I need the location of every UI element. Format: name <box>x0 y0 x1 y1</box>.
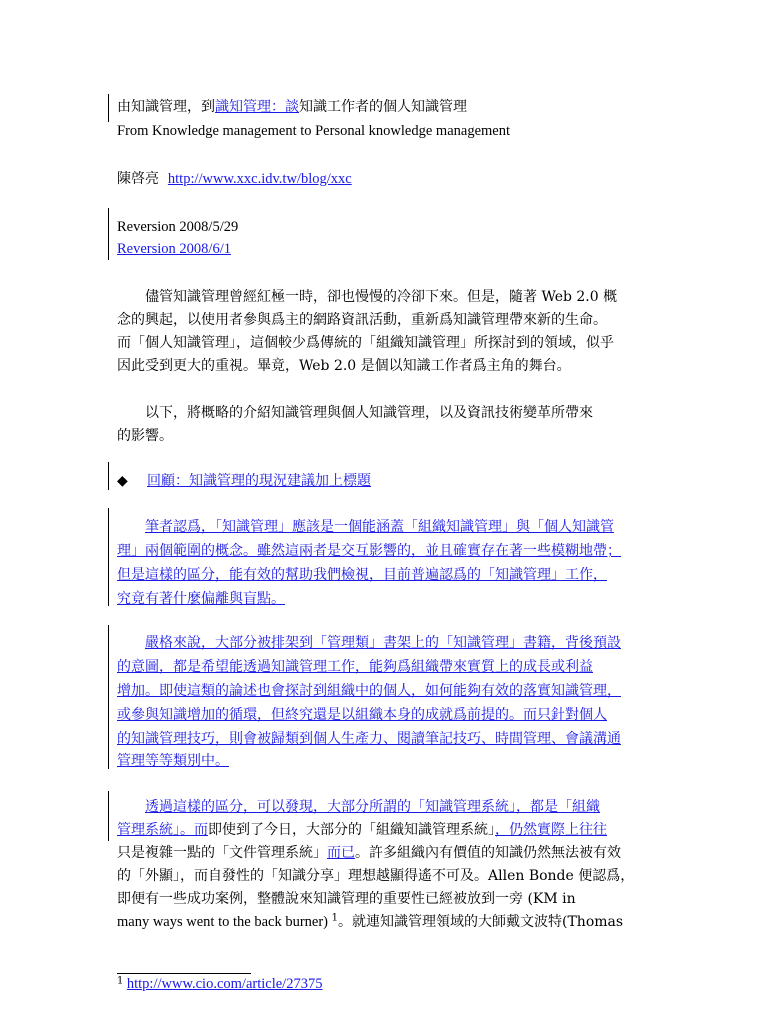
paragraph-line: 只是複雜一點的「文件管理系統」而已。許多組織內有價值的知識仍然無法被有效 <box>117 845 621 861</box>
author-blog-link[interactable]: http://www.xxc.idv.tw/blog/xxc <box>167 171 352 187</box>
change-bar <box>108 94 109 122</box>
diamond-bullet-icon: ◆ <box>117 473 128 489</box>
title-prefix: 由知識管理，到 <box>117 99 215 115</box>
footnote-number: 1 <box>117 975 124 987</box>
footnote-link[interactable]: http://www.cio.com/article/27375 <box>126 976 323 992</box>
paragraph-line: 的「外顯」，而自發性的「知識分享」理想越顯得遙不可及。Allen Bonde 便認爲， <box>117 868 635 884</box>
paragraph-line: 儘管知識管理曾經紅極一時，卻也慢慢的冷卻下來。但是，隨著 Web 2.0 概 <box>145 289 618 305</box>
section-heading <box>117 472 371 490</box>
author-line <box>117 170 352 188</box>
paragraph-line: 念的興起，以使用者參與爲主的網路資訊活動，重新爲知識管理帶來新的生命。 <box>117 312 607 328</box>
title-revision-link[interactable]: 識知管理：談 <box>215 99 299 115</box>
change-bar <box>108 791 109 841</box>
paragraph-line[interactable]: 的意圖，都是希望能透過知識管理工作，能夠爲組織帶來實質上的成長或利益 <box>117 659 593 675</box>
paragraph-line[interactable]: 筆者認爲，「知識管理」應該是一個能涵蓋「組織知識管理」與「個人知識管 <box>145 519 614 535</box>
change-bar <box>108 208 109 260</box>
paragraph-line: 因此受到更大的重視。畢竟，Web 2.0 是個以知識工作者爲主角的舞台。 <box>117 358 571 374</box>
change-bar <box>108 462 109 490</box>
paragraph-line[interactable]: 的知識管理技巧，則會被歸類到個人生產力、閱讀筆記技巧、時間管理、會議溝通 <box>117 731 621 747</box>
paragraph-line[interactable]: 增加。即使這類的論述也會探討到組織中的個人，如何能夠有效的落實知識管理， <box>117 683 621 699</box>
paragraph-line[interactable]: 但是這樣的區分，能有效的幫助我們檢視，目前普遍認爲的「知識管理」工作， <box>117 567 607 583</box>
paragraph-line[interactable]: 或參與知識增加的循環，但終究還是以組織本身的成就爲前提的。而只針對個人 <box>117 707 607 723</box>
document-title <box>117 98 467 116</box>
footnote <box>117 977 322 992</box>
section-heading-text[interactable]: 回顧：知識管理的現況建議加上標題 <box>147 473 371 489</box>
document-title-english: From Knowledge management to Personal knowledge management <box>117 123 511 139</box>
title-suffix: 知識工作者的個人知識管理 <box>299 99 467 115</box>
paragraph-line[interactable]: 嚴格來說，大部分被排架到「管理類」書架上的「知識管理」書籍，背後預設 <box>145 635 621 651</box>
paragraph-line[interactable]: 管理等等類別中。 <box>117 753 229 769</box>
paragraph-line: 以下，將概略的介紹知識管理與個人知識管理，以及資訊技術變革所帶來 <box>145 405 593 421</box>
author-name: 陳啓亮 <box>117 171 159 187</box>
revision-date-1: Reversion 2008/5/29 <box>117 219 239 235</box>
paragraph-line: 的影響。 <box>117 428 173 444</box>
revision-date-2[interactable]: Reversion 2008/6/1 <box>117 241 231 257</box>
paragraph-line: many ways went to the back burner) $^1$。就連知識管理領域的大師戴文波特(Thomas <box>117 912 624 930</box>
change-bar <box>108 625 109 769</box>
paragraph-line: 即便有一些成功案例，整體說來知識管理的重要性已經被放到一旁 (KM in <box>117 891 576 907</box>
paragraph-line: 管理系統」。而即使到了今日，大部分的「組織知識管理系統」，仍然實際上往往 <box>117 822 607 838</box>
footnote-separator <box>117 973 251 974</box>
paragraph-line[interactable]: 透過這樣的區分，可以發現，大部分所謂的「知識管理系統」，都是「組織 <box>145 799 600 815</box>
paragraph-line: 而「個人知識管理」，這個較少爲傳統的「組織知識管理」所探討到的領域，似乎 <box>117 335 614 351</box>
footnote-reference[interactable]: 1 <box>331 912 338 924</box>
paragraph-line[interactable]: 理」兩個範圍的概念。雖然這兩者是交互影響的，並且確實存在著一些模糊地帶； <box>117 543 621 559</box>
paragraph-line[interactable]: 究竟有著什麼偏離與盲點。 <box>117 591 285 607</box>
change-bar <box>108 508 109 606</box>
